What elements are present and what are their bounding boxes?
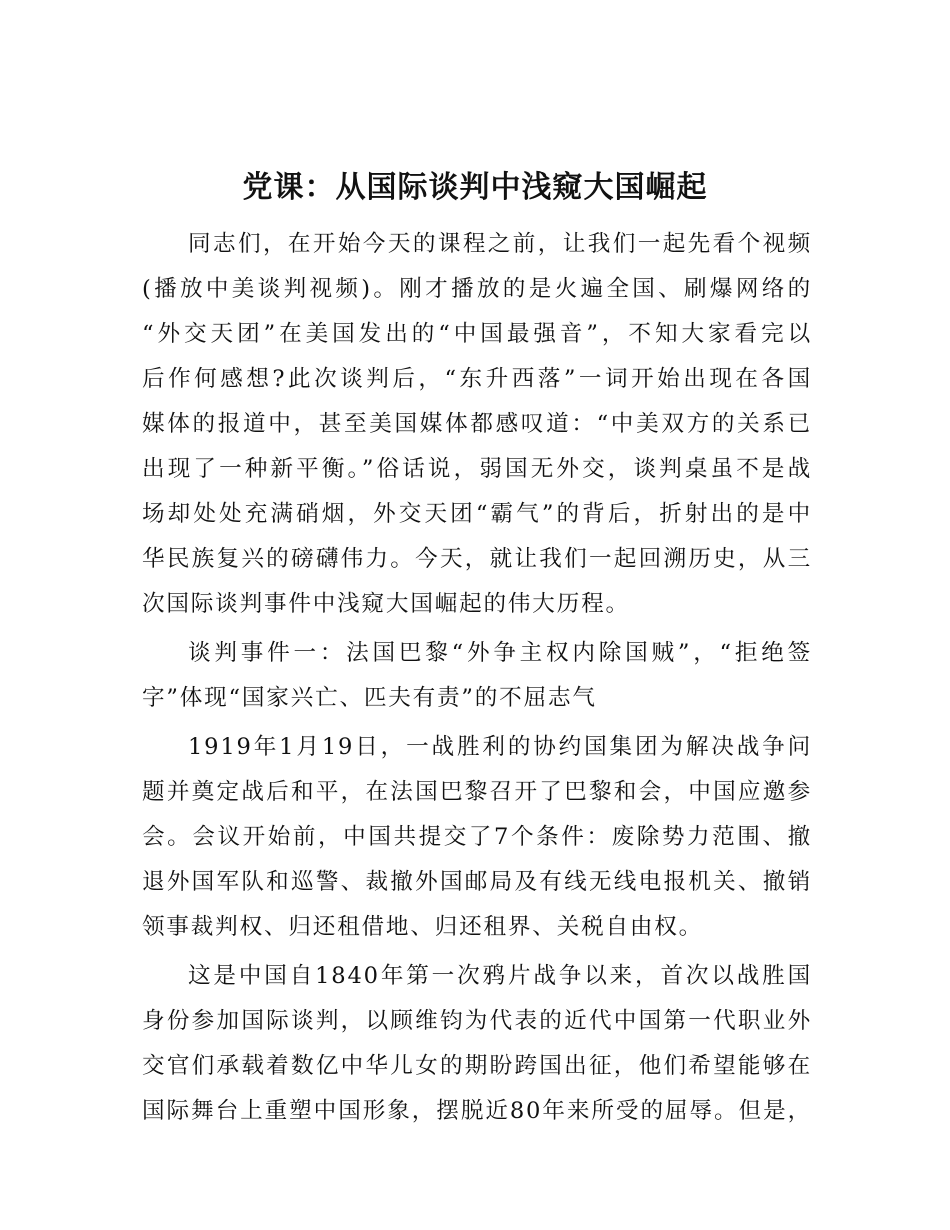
text-line: “外交天团”在美国发出的“中国最强音”，不知大家看完以 <box>142 321 812 347</box>
paragraph-paris-conference <box>142 725 812 950</box>
text-line: 华民族复兴的磅礴伟力。今天，就让我们一起回溯历史，从三 <box>142 546 812 572</box>
text-line: 谈判事件一：法国巴黎“外争主权内除国贼”，“拒绝签 <box>188 640 812 666</box>
text-line: 会。会议开始前，中国共提交了7个条件：废除势力范围、撤 <box>142 824 812 850</box>
text-line: 出现了一种新平衡。”俗话说，弱国无外交，谈判桌虽不是战 <box>142 456 812 482</box>
text-line: 后作何感想?此次谈判后，“东升西落”一词开始出现在各国 <box>142 366 812 392</box>
text-line: 交官们承载着数亿中华儿女的期盼跨国出征，他们希望能够在 <box>142 1053 812 1079</box>
text-line: 场却处处充满硝烟，外交天团“霸气”的背后，折射出的是中 <box>142 501 812 527</box>
text-line: 领事裁判权、归还租借地、归还租界、关税自由权。 <box>142 914 704 940</box>
paragraph-first-victor <box>142 954 812 1134</box>
text-line: 1919年1月19日，一战胜利的协约国集团为解决战争问 <box>188 734 812 760</box>
document-body <box>142 222 812 1138</box>
paragraph-intro <box>142 222 812 627</box>
text-line: (播放中美谈判视频)。刚才播放的是火遍全国、刷爆网络的 <box>142 276 812 302</box>
text-line: 这是中国自1840年第一次鸦片战争以来，首次以战胜国 <box>188 963 812 989</box>
text-line: 国际舞台上重塑中国形象，摆脱近80年来所受的屈辱。但是， <box>142 1098 812 1124</box>
paragraph-event-one-heading <box>142 631 812 721</box>
text-line: 题并奠定战后和平，在法国巴黎召开了巴黎和会，中国应邀参 <box>142 779 812 805</box>
text-line: 同志们，在开始今天的课程之前，让我们一起先看个视频 <box>188 231 812 257</box>
text-line: 次国际谈判事件中浅窥大国崛起的伟大历程。 <box>142 591 630 617</box>
text-line: 字”体现“国家兴亡、匹夫有责”的不屈志气 <box>142 685 597 711</box>
text-line: 退外国军队和巡警、裁撤外国邮局及有线无线电报机关、撤销 <box>142 869 812 895</box>
text-line: 媒体的报道中，甚至美国媒体都感叹道：“中美双方的关系已 <box>142 411 812 437</box>
document-title: 党课：从国际谈判中浅窥大国崛起 <box>242 170 708 205</box>
text-line: 身份参加国际谈判，以顾维钧为代表的近代中国第一代职业外 <box>142 1008 812 1034</box>
